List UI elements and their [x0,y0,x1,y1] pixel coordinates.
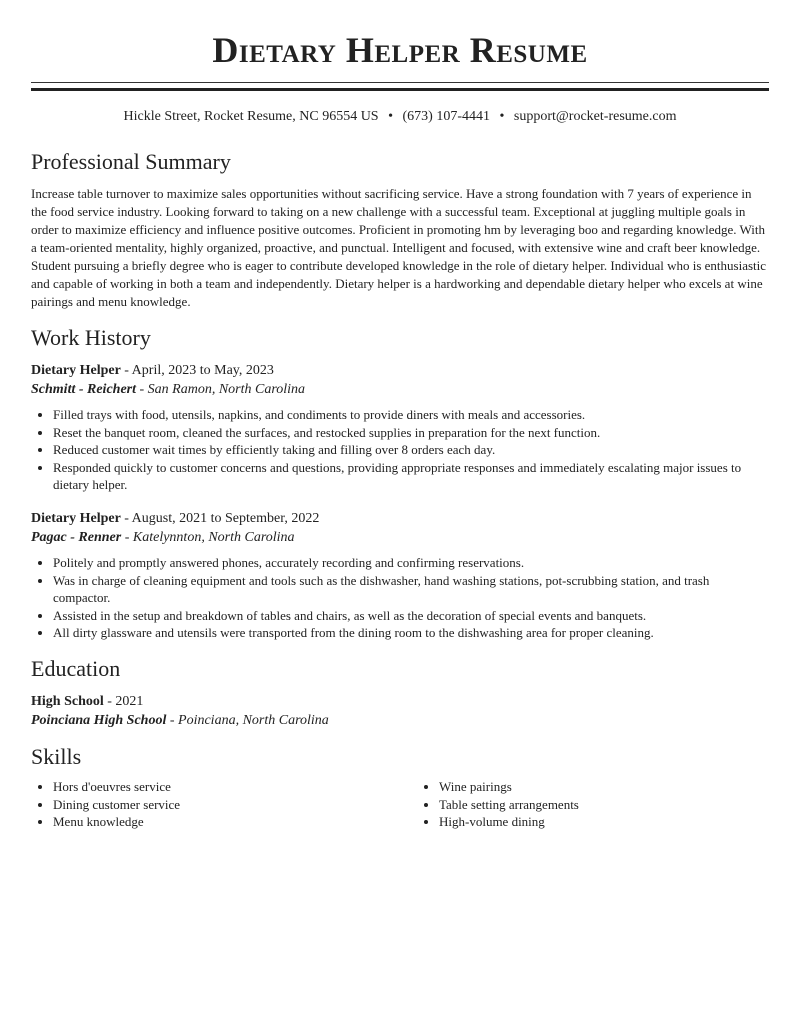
summary-text: Increase table turnover to maximize sales opportunities without sacrificing service. Have a strong foundation with 7 years of experience in the food service industry. Looking forward to taking on a new challenge with a successful team. Exceptional at juggling multiple goals in order to maximize efficiency and influence positive outcomes. Proficient in promoting hm by leveraging boo and regarding knowledge. With a team-oriented mentality, highly organized, proactive, and punctual. Intelligent and focused, with extensive wine and craft beer knowledge. Student pursuing a briefly degree who is eager to contribute developed knowledge in the role of dietary helper. Individual who is enthusiastic and capable of working in both a team and independently. Dietary helper is a hardworking and dependable dietary helper who excels at wine pairings and menu knowledge. [31,186,767,309]
skills-list [31,778,769,831]
job-location: - San Ramon, North Carolina [136,382,306,397]
job-title: Dietary Helper [31,510,121,526]
job-bullet: • Assisted in the setup and breakdown of tables and chairs, as well as the decoration of special events and banquets. [53,607,769,625]
skills-heading: Skills [31,743,82,769]
education-school: Poinciana High School [31,712,167,728]
job-entry [31,509,769,642]
job-bullet: • Politely and promptly answered phones, accurately recording and confirming reservations. [53,554,769,572]
contact-phone: (673) 107-4441 [402,109,490,124]
job-bullet: • Was in charge of cleaning equipment and tools such as the dishwasher, hand washing stations, pot-scrubbing station, and trash compactor. [53,572,769,607]
education-school-line [31,711,769,730]
education-degree: High School [31,693,104,709]
job-title-line [31,361,769,380]
education-heading: Education [31,655,121,681]
job-bullet: • All dirty glassware and utensils were transported from the dining room to the dishwashing area for proper cleaning. [53,624,769,642]
education-degree-line [31,692,769,711]
education-location: - Poinciana, North Carolina [166,712,329,728]
job-company-line [31,380,769,399]
skill-item: • Dining customer service [53,796,417,814]
job-company: Schmitt - Reichert [31,382,136,397]
skills-column-right [417,778,800,831]
summary-heading: Professional Summary [31,149,231,174]
job-bullet: • Filled trays with food, utensils, napkins, and condiments to provide diners with meals and accessories. [53,406,769,424]
job-dates: - August, 2021 to September, 2022 [120,510,320,526]
job-bullets [31,406,769,494]
job-title: Dietary Helper [31,363,121,378]
contact-email: support@rocket-resume.com [513,109,677,124]
contact-line [31,108,769,126]
job-bullet: • Responded quickly to customer concerns and questions, providing appropriate responses and immediately escalating major issues to dietary helper. [53,459,769,494]
job-entry [31,361,769,494]
job-title-line [31,509,769,528]
skills-column-left [31,778,417,831]
job-bullet: • Reset the banquet room, cleaned the surfaces, and restocked supplies in preparation for the next function. [53,424,769,442]
job-dates: - April, 2023 to May, 2023 [120,363,274,378]
education-entry [31,692,769,730]
resume-title: Dietary Helper Resume [212,30,588,70]
work-history-heading: Work History [31,325,151,350]
education-year: - 2021 [103,693,144,709]
skill-item: • Menu knowledge [53,813,417,831]
skill-item: • Hors d'oeuvres service [53,778,417,796]
job-bullet: • Reduced customer wait times by efficiently taking and filling over 8 orders each day. [53,441,769,459]
title-divider [31,82,769,91]
contact-address: Hickle Street, Rocket Resume, NC 96554 US [123,109,379,124]
skill-item: • Wine pairings [439,778,800,796]
contact-separator: • [388,109,393,124]
job-company-line [31,528,769,547]
contact-separator: • [499,109,505,124]
job-location: - Katelynnton, North Carolina [121,529,295,545]
skill-item: • Table setting arrangements [439,796,800,814]
skill-item: • High-volume dining [439,813,800,831]
job-bullets [31,554,769,642]
job-company: Pagac - Renner [31,529,122,545]
